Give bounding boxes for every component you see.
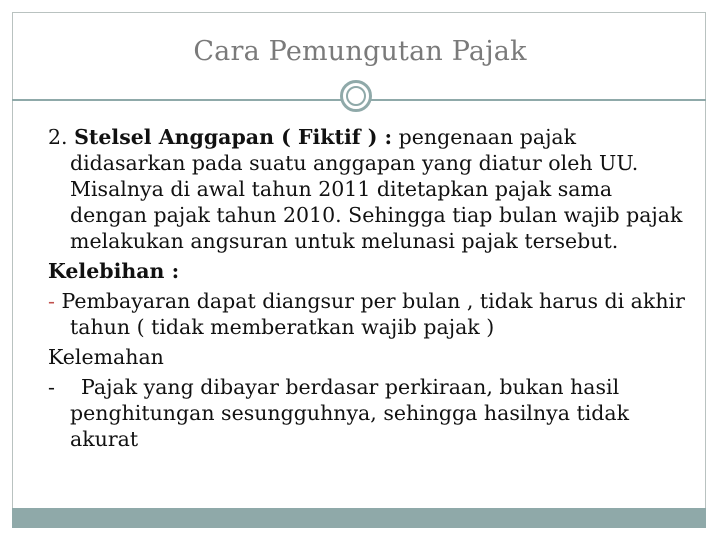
footer-bar — [12, 508, 706, 528]
item-stelsel-anggapan — [48, 124, 688, 254]
disadvantages-heading: Kelemahan — [48, 345, 164, 369]
disadvantage-text: Pajak yang dibayar berdasar perkiraan, bukan hasil penghitungan sesungguhnya, sehingga hasilnya tidak akurat — [70, 375, 630, 451]
advantage-item — [48, 288, 688, 340]
advantages-heading: Kelebihan : — [48, 259, 180, 283]
item-number: 2. — [48, 125, 68, 149]
disadvantage-item — [48, 374, 688, 452]
advantage-dash: - — [48, 289, 55, 313]
item-text: pengenaan pajak didasarkan pada suatu anggapan yang diatur oleh UU. Misalnya di awal tahun 2011 ditetapkan pajak sama dengan pajak tahun 2010. Sehingga tiap bulan wajib pajak melakukan angsuran untuk melunasi pajak tersebut. — [70, 125, 683, 253]
circle-ornament-icon — [340, 80, 372, 112]
item-term: Stelsel Anggapan ( Fiktif ) : — [74, 125, 393, 149]
slide-title: Cara Pemungutan Pajak — [193, 36, 527, 67]
advantage-text: Pembayaran dapat diangsur per bulan , tidak harus di akhir tahun ( tidak memberatkan wajib pajak ) — [61, 289, 685, 339]
disadvantage-dash: - — [48, 375, 55, 399]
slide-body — [48, 124, 688, 452]
